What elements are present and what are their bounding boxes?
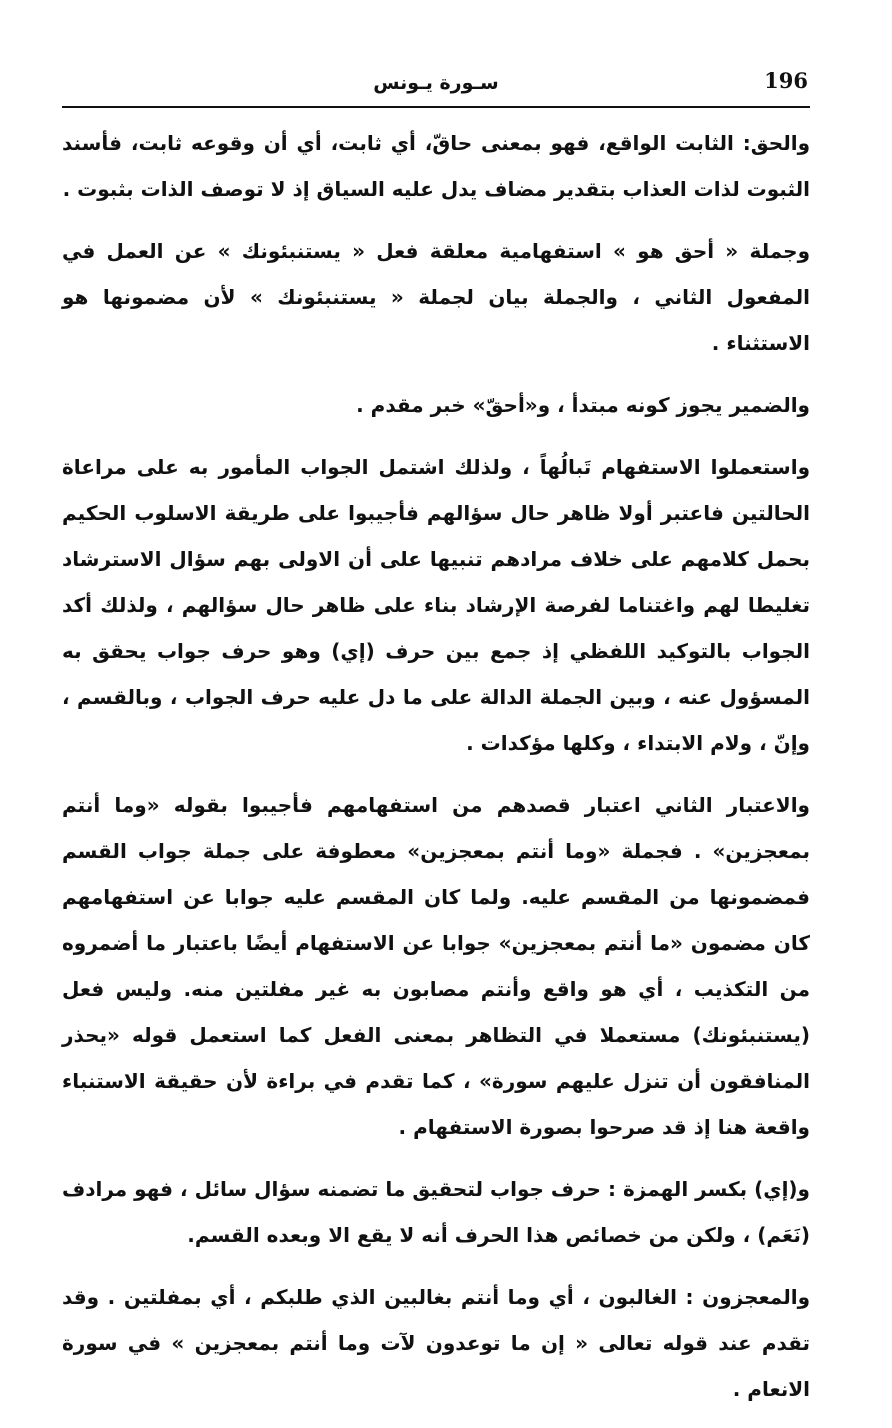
page-header xyxy=(62,66,810,108)
paragraph-4: واستعملوا الاستفهام تَبالُهاً ، ولذلك اشتمل الجواب المأمور به على مراعاة الحالتين فاعتبر أولا ظاهر حال سؤالهم فأجيبوا على طريقة الاسلوب الحكيم بحمل كلامهم على خلاف مرادهم تنبيها على أن الاولى بهم سؤال الاسترشاد تغليطا لهم واغتناما لفرصة الإرشاد بناء على ظاهر حال سؤالهم ، ولذلك أكد الجواب بالتوكيد اللفظي إذ جمع بين حرف (إي) وهو حرف جواب يحقق به المسؤول عنه ، وبين الجملة الدالة على ما دل عليه حرف الجواب ، وبالقسم ، وإنّ ، ولام الابتداء ، وكلها مؤكدات . xyxy=(62,455,810,755)
paragraph-7: والمعجزون : الغالبون ، أي وما أنتم بغالبين الذي طلبكم ، أي بمفلتين . وقد تقدم عند قوله تعالى « إن ما توعدون لآت وما أنتم بمعجزين » في سورة الانعام . xyxy=(62,1285,810,1401)
paragraph-5: والاعتبار الثاني اعتبار قصدهم من استفهامهم فأجيبوا بقوله «وما أنتم بمعجزين» . فجملة «وما أنتم بمعجزين» معطوفة على جملة جواب القسم فمضمونها من المقسم عليه. ولما كان المقسم عليه جوابا عن استفهامهم كان مضمون «ما أنتم بمعجزين» جوابا عن الاستفهام أيضًا باعتبار ما أضمروه من التكذيب ، أي هو واقع وأنتم مصابون به غير مفلتين منه. وليس فعل (يستنبئونك) مستعملا في التظاهر بمعنى الفعل كما استعمل قوله «يحذر المنافقون أن تنزل عليهم سورة» ، كما تقدم في براءة لأن حقيقة الاستنباء واقعة هنا إذ قد صرحوا بصورة الاستفهام . xyxy=(62,793,810,1139)
paragraph-6: و(إي) بكسر الهمزة : حرف جواب لتحقيق ما تضمنه سؤال سائل ، فهو مرادف (نَعَم) ، ولكن من خصائص هذا الحرف أنه لا يقع الا وبعده القسم. xyxy=(62,1177,810,1247)
page-number: 196 xyxy=(764,68,808,93)
body-text xyxy=(62,120,810,1428)
paragraph-1: والحق: الثابت الواقع، فهو بمعنى حاقّ، أي ثابت، أي أن وقوعه ثابت، فأسند الثبوت لذات العذاب بتقدير مضاف يدل عليه السياق إذ لا توصف الذات بثبوت . xyxy=(62,131,810,201)
running-title: سـورة يـونس xyxy=(373,72,499,94)
paragraph-3: والضمير يجوز كونه مبتدأ ، و«أحقّ» خبر مقدم . xyxy=(356,393,810,417)
paragraph-2: وجملة « أحق هو » استفهامية معلقة فعل « يستنبئونك » عن العمل في المفعول الثاني ، والجملة بيان لجملة « يستنبئونك » لأن مضمونها هو الاستثناء . xyxy=(62,239,810,355)
